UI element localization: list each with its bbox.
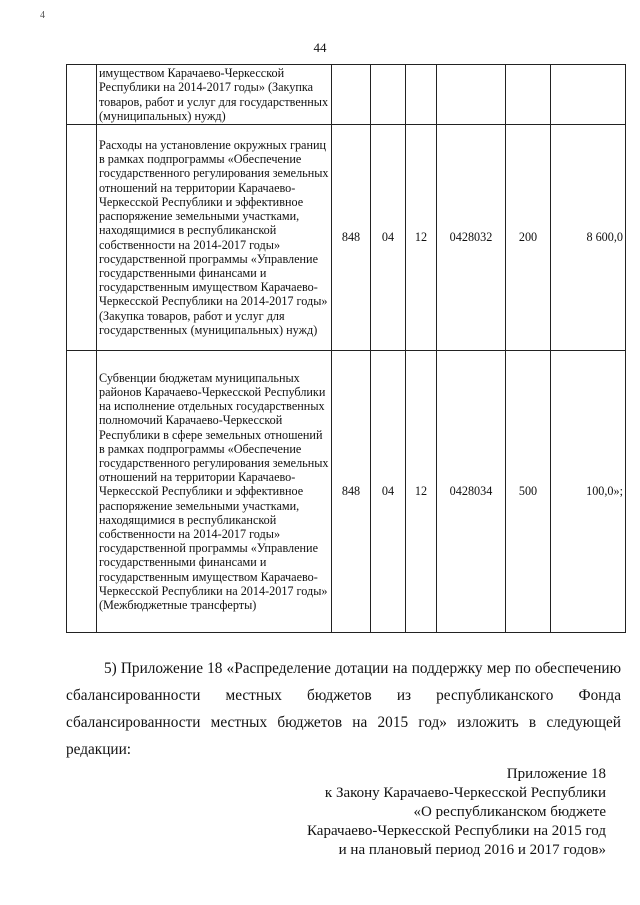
appendix-header <box>186 765 606 860</box>
table-cell-pr: 12 <box>406 351 437 633</box>
table-row <box>67 65 626 125</box>
table-cell-empty <box>67 65 97 125</box>
table-cell-rz: 04 <box>371 351 406 633</box>
table-cell-csr: 0428034 <box>437 351 506 633</box>
table-cell-sum <box>551 65 626 125</box>
table-cell-rz <box>371 65 406 125</box>
table-row <box>67 125 626 351</box>
table-row <box>67 351 626 633</box>
table-cell-description: Расходы на установление окружных границ в рамках подпрограммы «Обеспечение государственного регулирования земельных отношений на территории Карачаево-Черкесской Республики и эффективное распоряжение земельными участками, находящимися в республиканской собственности на 2014-2017 годы» государственной программы «Управление государственными финансами и государственным имуществом Карачаево-Черкесской Республики на 2014-2017 годы» (Закупка товаров, работ и услуг для государственных (муниципальных) нужд) <box>97 125 332 351</box>
table-cell-description: имуществом Карачаево-Черкесской Республики на 2014-2017 годы» (Закупка товаров, работ и услуг для государственных (муниципальных) нужд) <box>97 65 332 125</box>
table-cell-vr: 200 <box>506 125 551 351</box>
appendix-line: Карачаево-Черкесской Республики на 2015 год <box>307 823 606 839</box>
table-cell-sum: 8 600,0 <box>551 125 626 351</box>
table-cell-sum: 100,0»; <box>551 351 626 633</box>
table-cell-pr <box>406 65 437 125</box>
appendix-line: Приложение 18 <box>506 766 606 782</box>
page-number: 44 <box>313 40 327 55</box>
appendix-line: и на плановый период 2016 и 2017 годов» <box>338 842 606 858</box>
appendix-line: «О республиканском бюджете <box>413 804 606 820</box>
table-cell-rz: 04 <box>371 125 406 351</box>
table-cell-empty <box>67 351 97 633</box>
table-cell-ved: 848 <box>332 351 371 633</box>
table-cell-ved: 848 <box>332 125 371 351</box>
budget-table <box>66 64 626 633</box>
appendix-line: к Закону Карачаево-Черкесской Республики <box>324 785 606 801</box>
table-cell-empty <box>67 125 97 351</box>
body-paragraph: 5) Приложение 18 «Распределение дотации на поддержку мер по обеспечению сбалансированности местных бюджетов из республиканского Фонда сбалансированности местных бюджетов на 2015 год» изложить в следующей редакции: <box>66 660 621 758</box>
table-cell-csr <box>437 65 506 125</box>
table-cell-vr: 500 <box>506 351 551 633</box>
table-cell-pr: 12 <box>406 125 437 351</box>
table-cell-description: Субвенции бюджетам муниципальных районов Карачаево-Черкесской Республики на исполнение отдельных государственных полномочий Карачаево-Черкесской Республики в сфере земельных отношений в рамках подпрограммы «Обеспечение государственного регулирования земельных отношений на территории Карачаево-Черкесской Республики и эффективное распоряжение земельными участками, находящимися в республиканской собственности на 2014-2017 годы» государственной программы «Управление государственными финансами и государственным имуществом Карачаево-Черкесской Республики на 2014-2017 годы» (Межбюджетные трансферты) <box>97 351 332 633</box>
table-cell-ved <box>332 65 371 125</box>
corner-mark: 4 <box>40 10 45 21</box>
table-cell-vr <box>506 65 551 125</box>
table-cell-csr: 0428032 <box>437 125 506 351</box>
